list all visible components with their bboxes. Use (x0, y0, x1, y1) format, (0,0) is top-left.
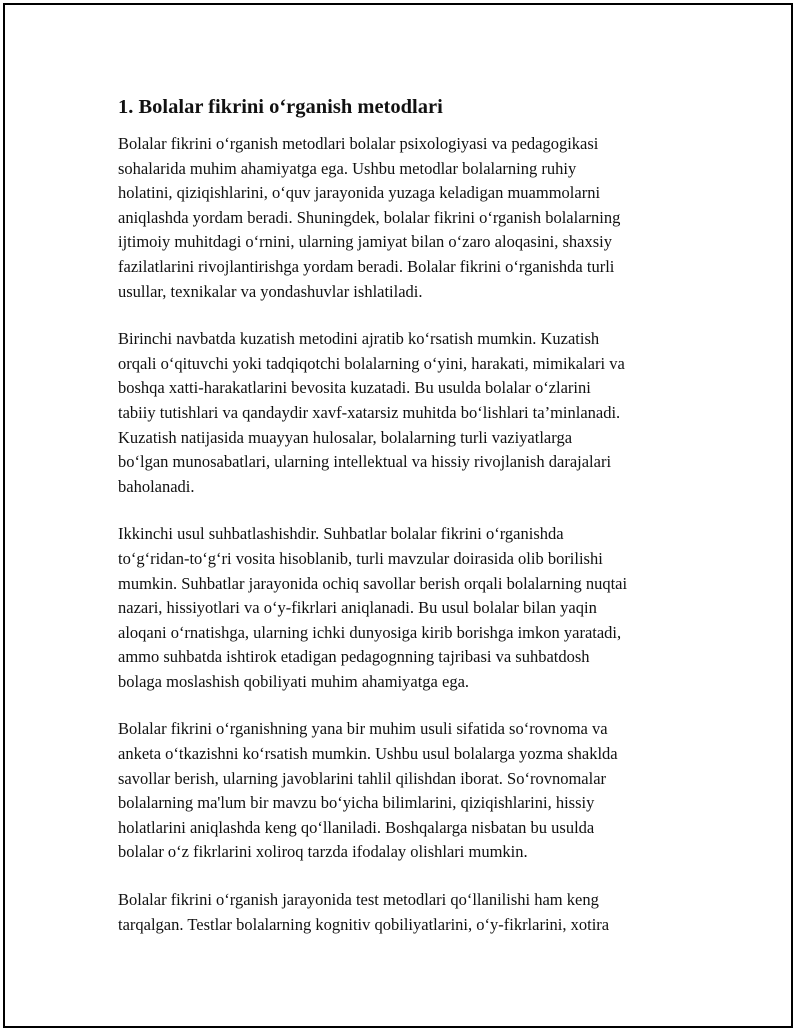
text-line: Bolalar fikrini o‘rganish jarayonida test metodlari qo‘llanilishi ham keng (118, 890, 599, 910)
text-line: bolaga moslashish qobiliyati muhim ahamiyatga ega. (118, 671, 470, 691)
text-line: bolalar o‘z fikrlarini xoliroq tarzda ifodalay olishlari mumkin. (118, 842, 528, 862)
text-line: Ikkinchi usul suhbatlashishdir. Suhbatlar bolalar fikrini o‘rganishda (118, 524, 564, 544)
text-line: holatini, qiziqishlarini, o‘quv jarayonida yuzaga keladigan muammolarni (118, 183, 601, 203)
text-line: bolalarning ma'lum bir mavzu bo‘yicha bilimlarini, qiziqishlarini, hissiy (118, 793, 595, 813)
text-line: anketa o‘tkazishni ko‘rsatish mumkin. Ushbu usul bolalarga yozma shaklda (118, 744, 618, 764)
text-line: ijtimoiy muhitdagi o‘rnini, ularning jamiyat bilan o‘zaro aloqasini, shaxsiy (118, 232, 612, 252)
text-line: holatlarini aniqlashda keng qo‘llaniladi. Boshqalarga nisbatan bu usulda (118, 817, 595, 837)
text-line: Birinchi navbatda kuzatish metodini ajratib ko‘rsatish mumkin. Kuzatish (118, 329, 600, 349)
text-line: fazilatlarini rivojlantirishga yordam beradi. Bolalar fikrini o‘rganishda turli (118, 256, 615, 276)
text-line: Kuzatish natijasida muayyan hulosalar, bolalarning turli vaziyatlarga (118, 427, 573, 447)
text-line: bo‘lgan munosabatlari, ularning intellektual va hissiy rivojlanish darajalari (118, 452, 612, 472)
paragraph-observation (118, 327, 688, 499)
paragraph-survey (118, 717, 688, 865)
paragraph-conversation (118, 522, 688, 694)
text-line: nazari, hissiyotlari va o‘y-fikrlari aniqlanadi. Bu usul bolalar bilan yaqin (118, 598, 597, 618)
text-line: to‘g‘ridan-to‘g‘ri vosita hisoblanib, turli mavzular doirasida olib borilishi (118, 548, 603, 568)
text-line: baholanadi. (118, 476, 195, 496)
text-line: Bolalar fikrini o‘rganish metodlari bolalar psixologiyasi va pedagogikasi (118, 134, 599, 153)
paragraph-tests (118, 888, 688, 937)
text-line: tarqalgan. Testlar bolalarning kognitiv qobiliyatlarini, o‘y-fikrlarini, xotira (118, 914, 610, 934)
text-line: boshqa xatti-harakatlarini bevosita kuzatadi. Bu usulda bolalar o‘zlarini (118, 378, 591, 398)
text-line: aloqani o‘rnatishga, ularning ichki dunyosiga kirib borishga imkon yaratadi, (118, 622, 622, 642)
text-line: sohalarida muhim ahamiyatga ega. Ushbu metodlar bolalarning ruhiy (118, 158, 577, 178)
text-line: savollar berish, ularning javoblarini tahlil qilishdan iborat. So‘rovnomalar (118, 768, 607, 788)
text-line: aniqlashda yordam beradi. Shuningdek, bolalar fikrini o‘rganish bolalarning (118, 207, 621, 227)
text-line: usullar, texnikalar va yondashuvlar ishlatiladi. (118, 281, 423, 301)
text-line: ammo suhbatda ishtirok etadigan pedagognning tajribasi va suhbatdosh (118, 647, 590, 667)
document-body (118, 94, 688, 960)
text-line: tabiiy tutishlari va qandaydir xavf-xatarsiz muhitda bo‘lishlari ta’minlanadi. (118, 402, 621, 422)
text-line: mumkin. Suhbatlar jarayonida ochiq savollar berish orqali bolalarning nuqtai (118, 573, 628, 593)
text-line: Bolalar fikrini o‘rganishning yana bir muhim usuli sifatida so‘rovnoma va (118, 719, 608, 739)
section-heading: 1. Bolalar fikrini o‘rganish metodlari (118, 96, 443, 118)
paragraph-intro (118, 132, 688, 304)
text-line: orqali o‘qituvchi yoki tadqiqotchi bolalarning o‘yini, harakati, mimikalari va (118, 353, 625, 373)
